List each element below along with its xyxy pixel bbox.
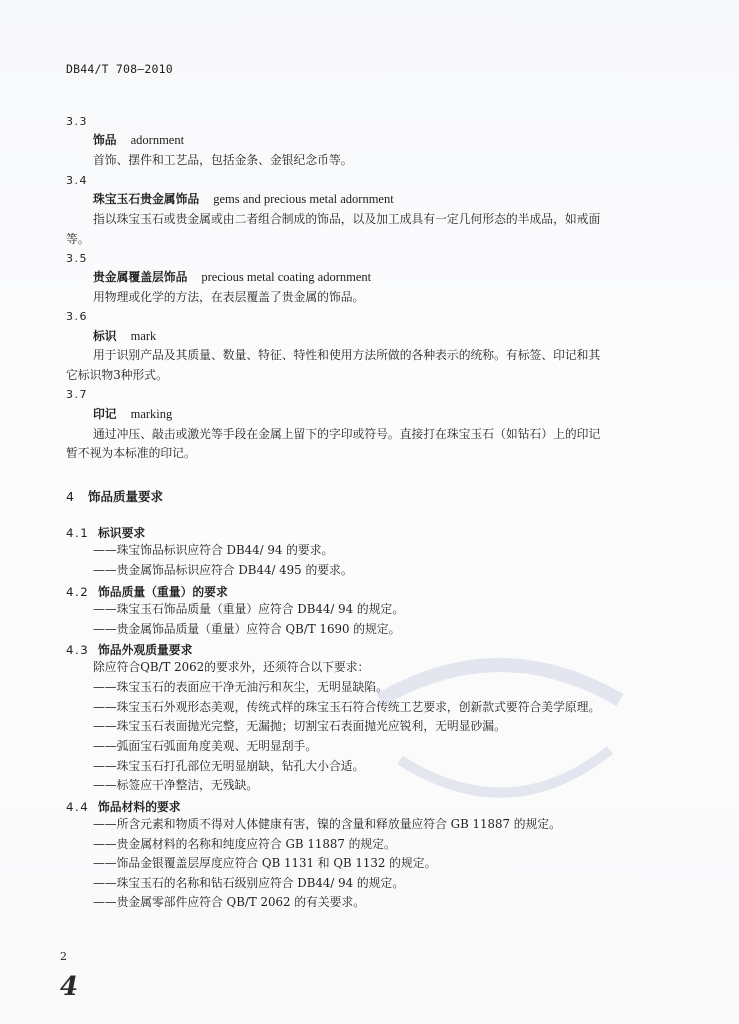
term-heading [93,133,184,148]
subsection-heading [66,798,181,815]
term-en: marking [130,407,173,421]
term-en: gems and precious metal adornment [213,192,394,206]
term-heading [93,329,156,344]
list-item: ——珠宝玉石的表面应干净无油污和灰尘，无明显缺陷。 [93,680,388,694]
term-definition: 首饰、摆件和工艺品，包括金条、金银纪念币等。 [93,153,353,167]
clause-number: 3.7 [66,388,88,401]
term-heading [93,192,394,207]
list-item: ——珠宝饰品标识应符合 DB44/ 94 的要求。 [93,543,334,557]
paragraph: 除应符合QB/T 2062的要求外，还须符合以下要求： [93,660,370,674]
section-title: 饰品质量要求 [87,489,163,504]
term-en: adornment [130,133,185,147]
subsection-title: 饰品外观质量要求 [98,643,193,657]
subsection-title: 标识要求 [98,526,146,540]
list-item: ——贵金属饰品质量（重量）应符合 QB/T 1690 的规定。 [93,622,401,636]
section-number: 4 [66,489,74,504]
subsection-number: 4.3 [66,643,90,657]
list-item: ——珠宝玉石饰品质量（重量）应符合 DB44/ 94 的规定。 [93,602,405,616]
subsection-number: 4.2 [66,585,90,599]
standard-number: DB44/T 708—2010 [66,62,173,76]
list-item: ——珠宝玉石打孔部位无明显崩缺，钻孔大小合适。 [93,759,365,773]
term-definition-cont: 它标识物3种形式。 [66,368,168,382]
subsection-number: 4.1 [66,526,90,540]
list-item: ——饰品金银覆盖层厚度应符合 QB 1131 和 QB 1132 的规定。 [93,856,437,870]
list-item: ——珠宝玉石表面抛光完整，无漏抛；切割宝石表面抛光应锐利，无明显砂漏。 [93,719,506,733]
handwritten-mark: 4 [60,972,79,1002]
subsection-title: 饰品材料的要求 [98,800,181,814]
term-cn: 饰品 [93,133,117,147]
term-cn: 印记 [93,407,117,421]
term-cn: 贵金属覆盖层饰品 [93,270,188,284]
clause-number: 3.4 [66,174,88,187]
term-en: mark [130,329,157,343]
list-item: ——弧面宝石弧面角度美观、无明显刮手。 [93,739,318,753]
clause-number: 3.5 [66,252,88,265]
list-item: ——所含元素和物质不得对人体健康有害，镍的含量和释放量应符合 GB 11887 的规定。 [93,817,561,831]
subsection-heading [66,524,145,541]
clause-number: 3.3 [66,115,88,128]
subsection-heading [66,641,192,658]
list-item: ——贵金属材料的名称和纯度应符合 GB 11887 的规定。 [93,837,396,851]
term-cn: 标识 [93,329,117,343]
term-definition: 用物理或化学的方法，在表层覆盖了贵金属的饰品。 [93,290,365,304]
section-heading [66,487,163,505]
term-definition-cont: 暂不视为本标准的印记。 [66,446,196,460]
page-number: 2 [60,950,67,963]
list-item: ——珠宝玉石外观形态美观，传统式样的珠宝玉石符合传统工艺要求，创新款式要符合美学原理。 [93,700,601,714]
list-item: ——标签应干净整洁，无残缺。 [93,778,259,792]
term-heading [93,270,371,285]
term-heading [93,407,172,422]
clause-number: 3.6 [66,310,88,323]
term-definition: 用于识别产品及其质量、数量、特征、特性和使用方法所做的各种表示的统称。有标签、印记和其 [93,348,601,362]
subsection-heading [66,583,228,600]
term-definition: 通过冲压、敲击或激光等手段在金属上留下的字印或符号。直接打在珠宝玉石（如钻石）上的印记 [93,427,601,441]
list-item: ——贵金属饰品标识应符合 DB44/ 495 的要求。 [93,563,353,577]
list-item: ——珠宝玉石的名称和钻石级别应符合 DB44/ 94 的规定。 [93,876,405,890]
term-definition: 指以珠宝玉石或贵金属或由二者组合制成的饰品，以及加工成具有一定几何形态的半成品，如戒面 [93,212,601,226]
term-definition-cont: 等。 [66,232,90,246]
subsection-number: 4.4 [66,800,90,814]
term-cn: 珠宝玉石贵金属饰品 [93,192,200,206]
subsection-title: 饰品质量（重量）的要求 [98,585,228,599]
term-en: precious metal coating adornment [201,270,372,284]
list-item: ——贵金属零部件应符合 QB/T 2062 的有关要求。 [93,895,366,909]
